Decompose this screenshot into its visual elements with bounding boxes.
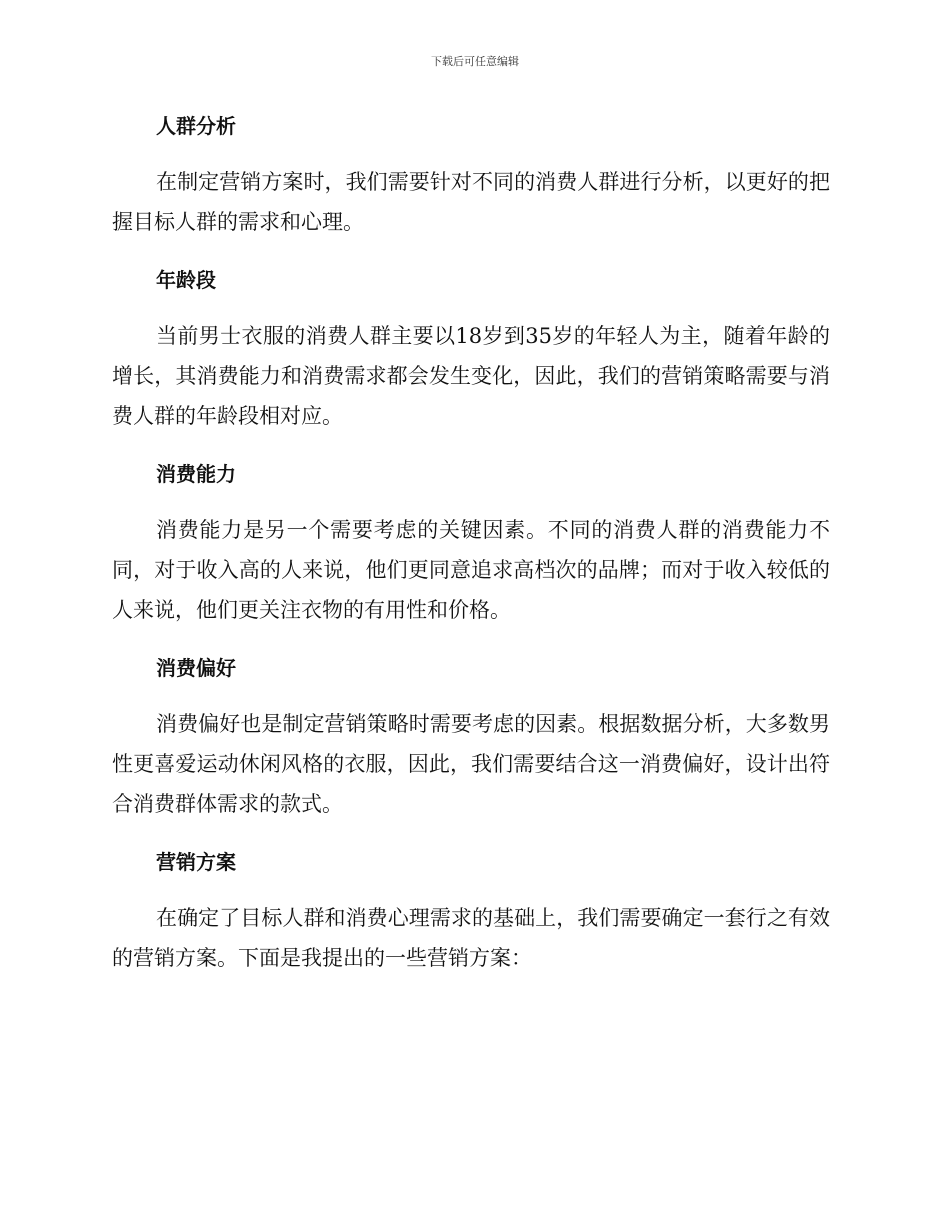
section-marketing-plan xyxy=(112,846,830,978)
document-body xyxy=(112,110,830,1000)
section-paragraph: 消费能力是另一个需要考虑的关键因素。不同的消费人群的消费能力不同，对于收入高的人来说，他们更同意追求高档次的品牌；而对于收入较低的人来说，他们更关注衣物的有用性和价格。 xyxy=(112,518,830,622)
section-heading: 消费能力 xyxy=(156,462,236,486)
section-heading: 消费偏好 xyxy=(156,656,236,680)
section-heading: 人群分析 xyxy=(156,114,236,138)
section-paragraph: 消费偏好也是制定营销策略时需要考虑的因素。根据数据分析，大多数男性更喜爱运动休闲风格的衣服，因此，我们需要结合这一消费偏好，设计出符合消费群体需求的款式。 xyxy=(112,712,830,816)
page-header: 下载后可任意编辑 xyxy=(431,55,519,68)
section-age-group xyxy=(112,264,830,436)
section-paragraph: 在确定了目标人群和消费心理需求的基础上，我们需要确定一套行之有效的营销方案。下面是我提出的一些营销方案： xyxy=(112,906,830,970)
section-paragraph: 在制定营销方案时，我们需要针对不同的消费人群进行分析，以更好的把握目标人群的需求和心理。 xyxy=(112,170,830,234)
section-paragraph: 当前男士衣服的消费人群主要以18岁到35岁的年轻人为主，随着年龄的增长，其消费能力和消费需求都会发生变化，因此，我们的营销策略需要与消费人群的年龄段相对应。 xyxy=(112,324,830,428)
section-crowd-analysis xyxy=(112,110,830,242)
section-heading: 年龄段 xyxy=(156,268,216,292)
section-preference xyxy=(112,652,830,824)
section-spending-power xyxy=(112,458,830,630)
section-heading: 营销方案 xyxy=(156,850,236,874)
